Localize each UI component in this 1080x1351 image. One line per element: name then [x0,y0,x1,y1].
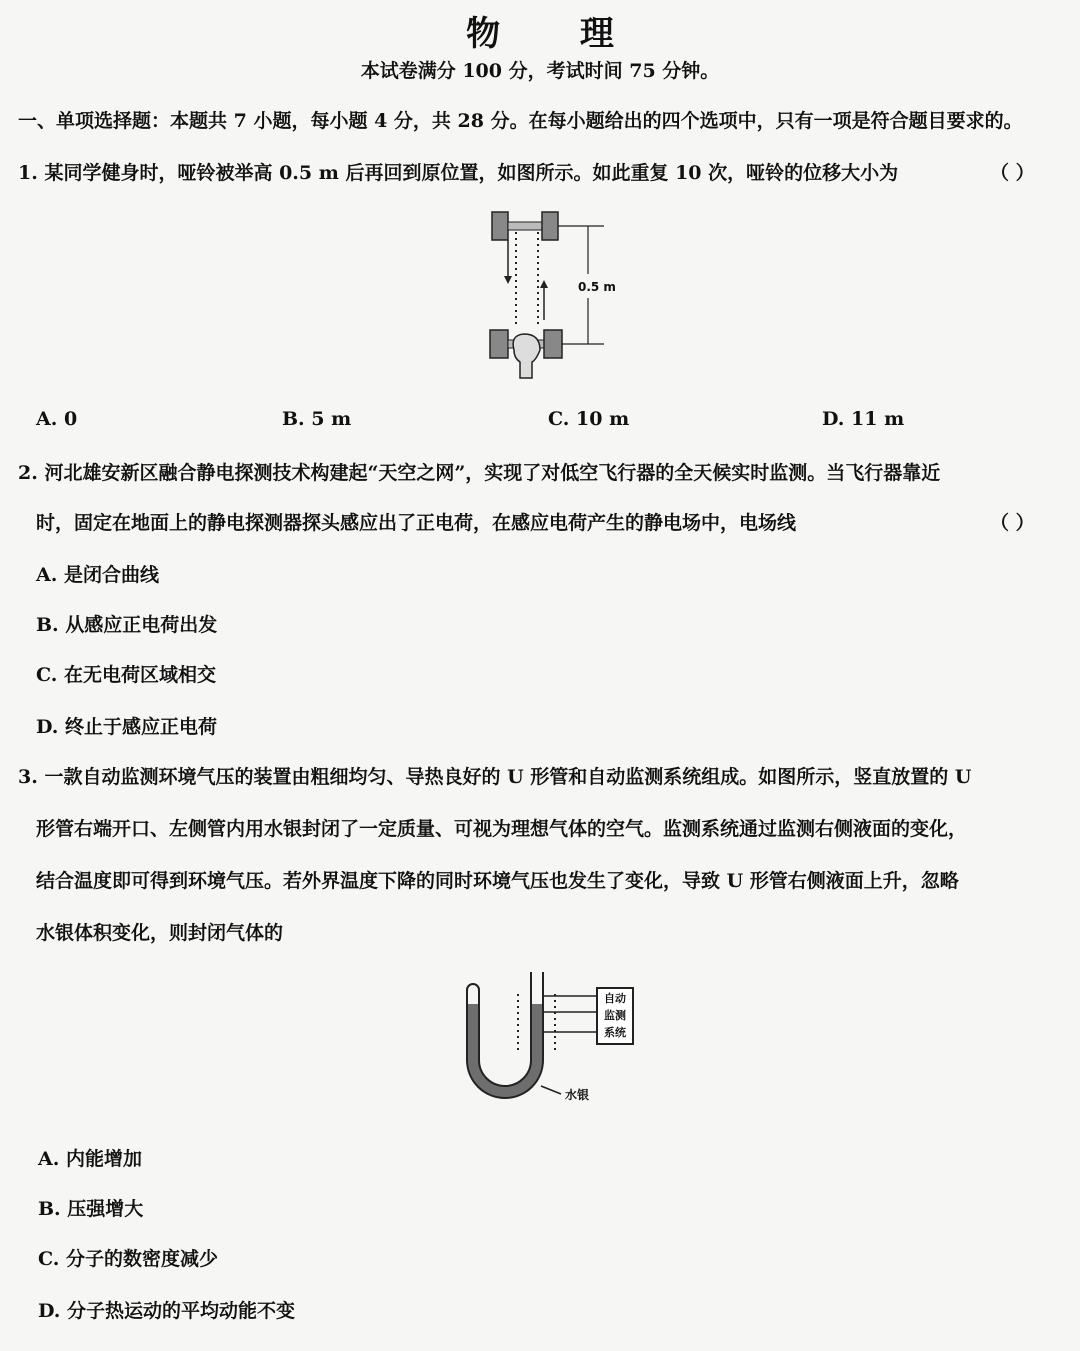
dumbbell-figure [480,200,620,390]
dumbbell-top-left-plate [492,212,508,240]
hand-icon [513,334,540,378]
dumbbell-bottom-right-plate [544,330,562,358]
question-3-option-b: B. 压强增大 [38,1198,144,1220]
question-2-answer-blank: （ ） [990,512,1035,534]
question-3-option-c: C. 分子的数密度减少 [38,1248,219,1270]
mercury-leader [541,1086,561,1094]
question-3-option-a: A. 内能增加 [38,1148,142,1170]
mercury-label: 水银 [565,1088,590,1102]
dimension-label: 0.5 m [578,280,616,294]
section-heading: 一、单项选择题：本题共 7 小题，每小题 4 分，共 28 分。在每小题给出的四个选项中，只有一项是符合题目要求的。 [18,110,1023,132]
question-2-text-line-2: 时，固定在地面上的静电探测器探头感应出了正电荷，在感应电荷产生的静电场中，电场线 [36,512,797,534]
question-3-text-line-3: 结合温度即可得到环境气压。若外界温度下降的同时环境气压也发生了变化，导致 U 形管右侧液面上升，忽略 [36,870,959,892]
question-1-option-a: A. 0 [36,408,78,430]
question-1-answer-blank: （ ） [990,162,1035,184]
question-2-option-b: B. 从感应正电荷出发 [36,614,218,636]
down-arrowhead-icon [504,276,512,284]
question-2-option-d: D. 终止于感应正电荷 [36,716,218,738]
question-3-text-line-1: 3. 一款自动监测环境气压的装置由粗细均匀、导热良好的 U 形管和自动监测系统组成。如图所示，竖直放置的 U [18,766,972,788]
question-1-option-d: D. 11 m [822,408,905,430]
question-2-text-line-1: 2. 河北雄安新区融合静电探测技术构建起“天空之网”，实现了对低空飞行器的全天候实时监测。当飞行器靠近 [18,462,941,484]
page-title: 物 理 [466,14,648,54]
question-1-text: 1. 某同学健身时，哑铃被举高 0.5 m 后再回到原位置，如图所示。如此重复 10 次，哑铃的位移大小为 [18,162,899,184]
monitoring-system-label: 自动监测系统 [604,992,626,1039]
u-tube-figure [455,968,655,1118]
question-3-option-d: D. 分子热运动的平均动能不变 [38,1300,296,1322]
question-2-option-a: A. 是闭合曲线 [36,564,159,586]
question-1-option-c: C. 10 m [548,408,630,430]
question-3-text-line-2: 形管右端开口、左侧管内用水银封闭了一定质量、可视为理想气体的空气。监测系统通过监测右侧液面的变化， [36,818,968,840]
dumbbell-bottom-left-plate [490,330,508,358]
question-2-option-c: C. 在无电荷区域相交 [36,664,217,686]
dumbbell-top-right-plate [542,212,558,240]
tube-closed-end [467,984,479,990]
exam-info: 本试卷满分 100 分，考试时间 75 分钟。 [360,60,720,82]
question-1-option-b: B. 5 m [282,408,352,430]
question-3-text-line-4: 水银体积变化，则封闭气体的 [36,922,284,944]
up-arrowhead-icon [540,280,548,288]
tube-inner-wall [479,972,531,1086]
